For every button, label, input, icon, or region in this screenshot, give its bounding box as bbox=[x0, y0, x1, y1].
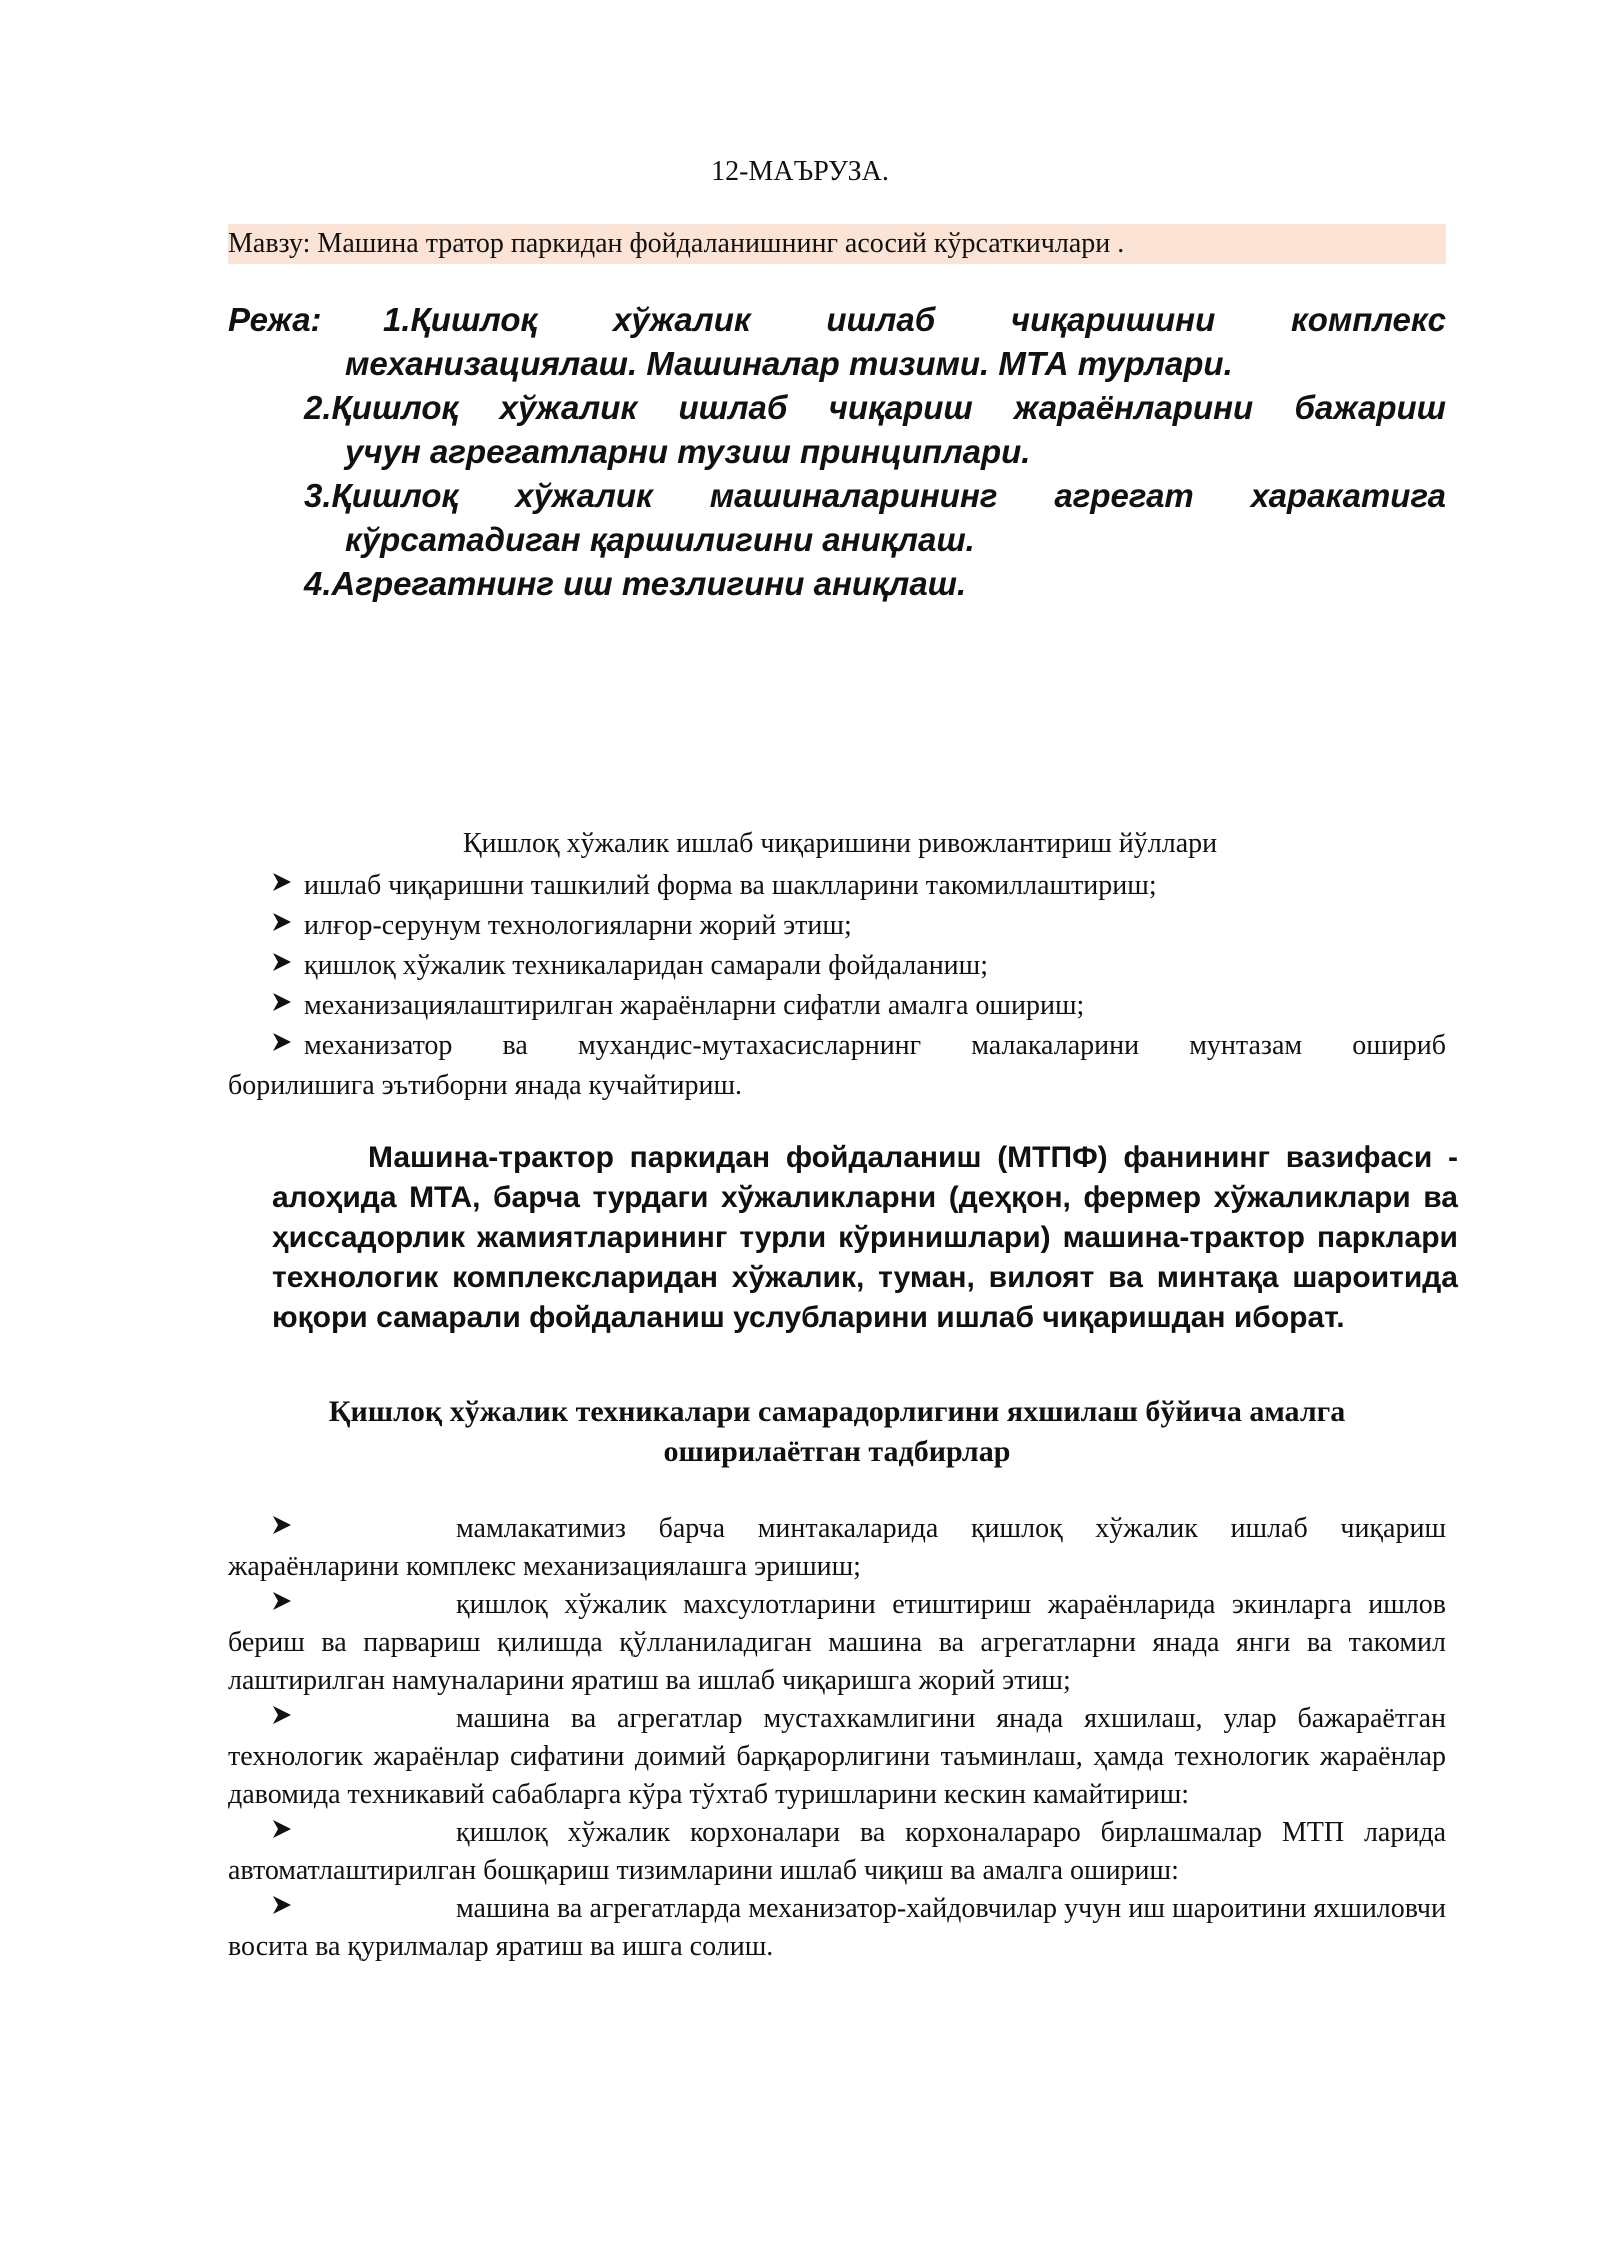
subject-paragraph bbox=[272, 1138, 1458, 1338]
plan-item-2-line-2: учун агрегатларни тузиш принциплари. bbox=[345, 433, 1031, 470]
plan-label: Режа: bbox=[228, 301, 322, 338]
subject-text: Машина-трактор паркидан фойдаланиш (МТПФ) фанининг вазифаси - алоҳида МТА, барча турдаги хўжаликларни (деҳқон, фермер хўжаликлари ва ҳиссадорлик жамиятларининг турли кўринишлари) машина-трактор парклари технологик комплексларидан хўжалик, туман, вилоят ва минтақа шароитида юқори самарали фойдаланиш услубларини ишлаб чиқаришдан иборат. bbox=[272, 1141, 1458, 1334]
list-item-text: қишлоқ хўжалик махсулотларини етиштириш жараёнларида экинларга ишлов бериш ва парвариш қилишда қўлланиладиган машина ва агрегатларни янада янги ва такомил лаштирилган намуналарини яратиш ва ишлаб чиқаришга жорий этиш; bbox=[228, 1589, 1446, 1696]
list-item-text: механизатор ва мухандис-мутахасисларнинг малакаларини мунтазам ошириб bbox=[304, 1030, 1446, 1061]
plan-item-3-line-2: кўрсатадиган қаршилигини аниқлаш. bbox=[345, 521, 975, 558]
arrowhead-bullet-icon bbox=[270, 1890, 294, 1914]
arrowhead-bullet-icon bbox=[270, 866, 294, 890]
arrowhead-bullet-icon bbox=[270, 986, 294, 1010]
list-item bbox=[228, 1700, 1446, 1814]
list-item bbox=[228, 986, 1446, 1026]
list-item bbox=[228, 1586, 1446, 1700]
list-item bbox=[228, 1890, 1446, 1966]
list-item bbox=[228, 1814, 1446, 1890]
lecture-title: 12-МАЪРУЗА. bbox=[711, 156, 889, 187]
plan-item-4: 4.Агрегатнинг иш тезлигини аниқлаш. bbox=[304, 565, 967, 602]
list-item-text: механизациялаштирилган жараёнларни сифатли амалга ошириш; bbox=[304, 990, 1085, 1021]
plan-row-1 bbox=[228, 298, 1446, 342]
arrowhead-bullet-icon bbox=[270, 946, 294, 970]
arrowhead-bullet-icon bbox=[270, 1814, 294, 1838]
list-item bbox=[228, 1026, 1446, 1106]
list-item-text: машина ва агрегатлар мустахкамлигини янада яхшилаш, улар бажараётган технологик жараёнлар сифатини доимий барқарорлигини таъминлаш, ҳамда технологик жараёнлар давомида техникавий сабабларга кўра тўхтаб туришларини кескин камайтириш: bbox=[228, 1703, 1446, 1810]
arrowhead-bullet-icon bbox=[270, 1510, 294, 1534]
measures-heading-line-2: оширилаётган тадбирлар bbox=[663, 1435, 1011, 1468]
list-item-text: илғор-серунум технологияларни жорий этиш; bbox=[304, 910, 852, 941]
measures-heading-line-1: Қишлоқ хўжалик техникалари самарадорлигини яхшилаш бўйича амалга bbox=[328, 1395, 1346, 1428]
arrowhead-bullet-icon bbox=[270, 906, 294, 930]
list-item bbox=[228, 866, 1446, 906]
list-item bbox=[228, 1510, 1446, 1586]
list-item-text: қишлоқ хўжалик техникаларидан самарали фойдаланиш; bbox=[304, 950, 989, 981]
list-item-text: мамлакатимиз барча минтакаларида қишлоқ хўжалик ишлаб чиқариш жараёнларини комплекс механизациялашга эришиш; bbox=[228, 1513, 1446, 1582]
plan-item-3-line-1: 3.Қишлоқ хўжалик машиналарининг агрегат харакатига bbox=[304, 477, 1446, 514]
list-item-text: ишлаб чиқаришни ташкилий форма ва шаклларини такомиллаштириш; bbox=[304, 870, 1157, 901]
plan-section bbox=[228, 298, 1446, 606]
measures-heading bbox=[228, 1392, 1446, 1472]
list-item-text: машина ва агрегатларда механизатор-хайдовчилар учун иш шароитини яхшиловчи восита ва қурилмалар яратиш ва ишга солиш. bbox=[228, 1893, 1446, 1962]
list-item-text: қишлоқ хўжалик корхоналари ва корхоналараро бирлашмалар МТП ларида автоматлаштирилган бошқариш тизимларини ишлаб чиқиш ва амалга ошириш: bbox=[228, 1817, 1446, 1886]
measures-list bbox=[228, 1510, 1446, 1966]
development-heading: Қишлоқ хўжалик ишлаб чиқаришини ривожлантириш йўллари bbox=[462, 828, 1218, 859]
plan-item-2-line-1: 2.Қишлоқ хўжалик ишлаб чиқариш жараёнларини бажариш bbox=[304, 389, 1446, 426]
topic-line: Мавзу: Машина тратор паркидан фойдаланишнинг асосий кўрсаткичлари . bbox=[228, 224, 1446, 264]
development-list bbox=[228, 866, 1446, 1106]
plan-item-1-line-2: механизациялаш. Машиналар тизими. МТА турлари. bbox=[345, 345, 1233, 382]
list-item bbox=[228, 946, 1446, 986]
arrowhead-bullet-icon bbox=[270, 1026, 294, 1050]
plan-item-1-line-1: 1.Қишлоқ хўжалик ишлаб чиқаришини комплекс bbox=[383, 301, 1446, 338]
list-item bbox=[228, 906, 1446, 946]
arrowhead-bullet-icon bbox=[270, 1586, 294, 1610]
list-item-continuation: борилишига эътиборни янада кучайтириш. bbox=[228, 1070, 743, 1101]
arrowhead-bullet-icon bbox=[270, 1700, 294, 1724]
